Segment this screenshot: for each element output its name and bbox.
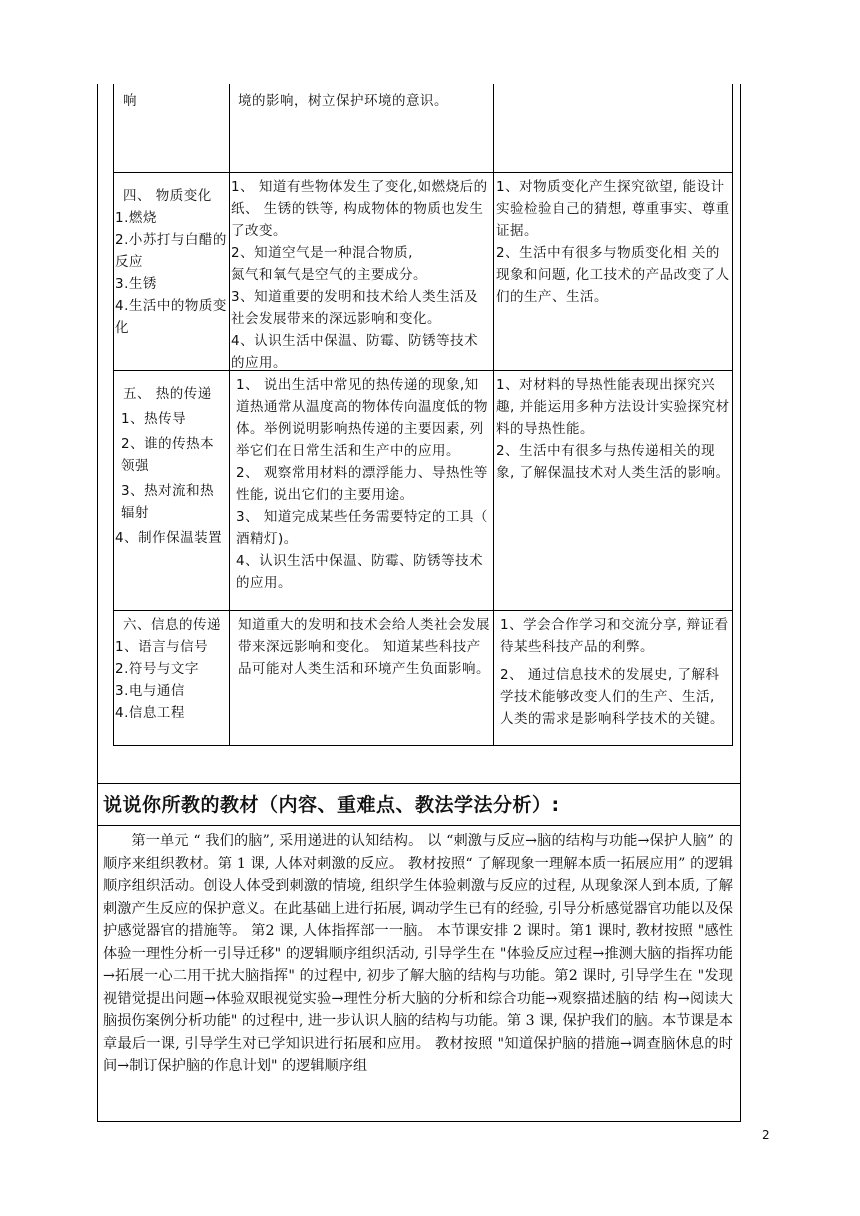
row1-topic-item: 反应 <box>115 254 143 270</box>
row3-topic <box>115 614 227 724</box>
row2-topic <box>115 383 227 549</box>
row-line-3 <box>113 610 733 611</box>
row1-topic-title: 四、 物质变化 <box>123 188 212 204</box>
row0-topic-line: 响 <box>123 93 137 109</box>
row1-knowledge <box>231 176 492 374</box>
col-divider-1 <box>229 84 230 746</box>
row2-knowledge <box>236 374 492 594</box>
page-number: 2 <box>762 1128 770 1142</box>
row3-attitude <box>500 614 730 730</box>
row2-knowledge-item: 1、 说出生活中常见的热传递的现象,知道热通常从温度高的物体传向温度低的物体。举例说明影响热传递的主要因素, 列举它们在日常生活和生产中的应用。 <box>236 377 488 459</box>
section-paragraph <box>103 830 733 1078</box>
inner-border-left <box>113 84 114 746</box>
row3-topic-item: 1、语言与信号 <box>115 639 209 655</box>
row3-knowledge <box>238 614 490 680</box>
row1-topic <box>115 185 227 339</box>
row1-knowledge-item: 2、知道空气是一种混合物质, <box>231 245 413 261</box>
row2-attitude-item: 2、生活中有很多与热传递相关的现象, 了解保温技术对人类生活的影响。 <box>496 443 730 481</box>
row1-knowledge-item: 3、知道重要的发明和技术给人类生活及社会发展带来的深远影响和变化。 <box>231 289 479 327</box>
row2-topic-title: 五、 热的传递 <box>123 386 212 402</box>
row1-topic-item: 1.燃烧 <box>115 210 157 226</box>
row3-topic-item: 3.电与通信 <box>115 683 185 699</box>
outer-border-right <box>740 84 741 1122</box>
row0-topic <box>123 90 225 112</box>
table-bottom-line <box>97 1121 741 1122</box>
row-line-4 <box>113 745 733 746</box>
row2-attitude <box>496 374 730 484</box>
row3-knowledge-item: 知道重大的发明和技术会给人类社会发展带来深远影响和变化。 知道某些科技产品可能对人类生活和环境产生负面影响。 <box>238 617 490 677</box>
row2-topic-item: 2、谁的传热本领强 <box>121 436 215 474</box>
row2-knowledge-item: 2、 观察常用材料的漂浮能力、导热性等性能, 说出它们的主要用途。 <box>236 465 488 503</box>
row1-attitude-item: 2、生活中有很多与物质变化相 关的现象和问题, 化工技术的产品改变了人们的生产、生活。 <box>496 245 730 305</box>
table-line-6 <box>97 825 741 826</box>
row-line-1 <box>113 172 733 173</box>
col-divider-2 <box>493 84 494 746</box>
paragraph-text: 第一单元 “ 我们的脑”, 采用递进的认知结构。 以 “刺激与反应→脑的结构与功能→保护人脑” 的顺序来组织教材。第 1 课, 人体对刺激的反应。 教材按照“ 了解现象一理解本质一拓展应用” 的逻辑顺序组织活动。创设人体受到刺激的情境, 组织学生体验刺激与反应的过程, 从现象深人到本质, 了解刺激产生反应的保护意义。在此基础上进行拓展, 调动学生已有的经验, 引导分析感觉器官功能以及保护感觉器官的措施等。 第2 课, 人体指挥部一一脑。 本节课安排 2 课时。第1 课时, 教材按照 "感性体验一理性分析一引导迁移" 的逻辑顺序组织活动, 引导学生在 "体验反应过程→推测大脑的指挥功能→拓展一心二用干扰大脑指挥" 的过程中, 初步了解大脑的结构与功能。第2 课时, 引导学生在 "发现视错觉提出问题→体验双眼视觉实验→理性分析大脑的分析和综合功能→观察描述脑的结 构→阅读大脑损伤案例分析功能" 的过程中, 进一步认识人脑的结构与功能。第 3 课, 保护我们的脑。本节课是本章最后一课, 引导学生对已学知识进行拓展和应用。 教材按照 "知道保护脑的措施→调查脑休息的时间→制订保护脑的作息计划" 的逻辑顺序组 <box>103 833 733 1074</box>
row0-knowledge-line: 境的影响，树立保护环境的意识。 <box>238 93 448 109</box>
row2-topic-item: 4、制作保温装置 <box>115 530 223 546</box>
row2-topic-item: 1、热传导 <box>121 411 187 427</box>
row3-topic-title: 六、信息的传递 <box>123 617 221 633</box>
row1-knowledge-item: 4、认识生活中保温、防霉、防锈等技术的应用。 <box>231 333 479 371</box>
table-line-5 <box>97 783 741 784</box>
row1-attitude <box>496 176 730 308</box>
row0-knowledge <box>238 90 490 112</box>
row2-knowledge-item: 4、认识生活中保温、防霉、防锈等技术的应用。 <box>236 553 484 591</box>
section-heading: 说说你所教的教材（内容、重难点、教法学法分析）: <box>103 794 560 816</box>
row2-attitude-item: 1、对材料的导热性能表现出探究兴趣, 并能运用多种方法设计实验探究材料的导热性能。 <box>496 377 730 437</box>
row2-topic-item: 3、热对流和热辐射 <box>121 483 215 521</box>
row1-knowledge-item: 氮气和氧气是空气的主要成分。 <box>231 267 427 283</box>
row1-topic-item: 2.小苏打与白醋的 <box>115 232 227 248</box>
row1-knowledge-item: 1、 知道有些物体发生了变化,如燃烧后的纸、 生锈的铁等, 构成物体的物质也发生了改变。 <box>231 179 488 239</box>
row3-attitude-item: 1、学会合作学习和交流分享, 辩证看待某些科技产品的利弊。 <box>500 617 729 655</box>
row3-topic-item: 4.信息工程 <box>115 705 185 721</box>
inner-border-right <box>732 84 733 746</box>
row3-attitude-item: 2、 通过信息技术的发展史, 了解科学技术能够改变人们的生产、生活, 人类的需求是影响科学技术的关键。 <box>500 667 724 727</box>
row2-knowledge-item: 3、 知道完成某些任务需要特定的工具（ 酒精灯)。 <box>236 509 488 547</box>
row3-topic-item: 2.符号与文字 <box>115 661 199 677</box>
row1-topic-item: 4.生活中的物质变化 <box>115 298 227 336</box>
row1-attitude-item: 1、对物质变化产生探究欲望, 能设计实验检验自己的猜想, 尊重事实、尊重证据。 <box>496 179 730 239</box>
outer-border-left <box>97 84 98 1122</box>
row1-topic-item: 3.生锈 <box>115 276 157 292</box>
